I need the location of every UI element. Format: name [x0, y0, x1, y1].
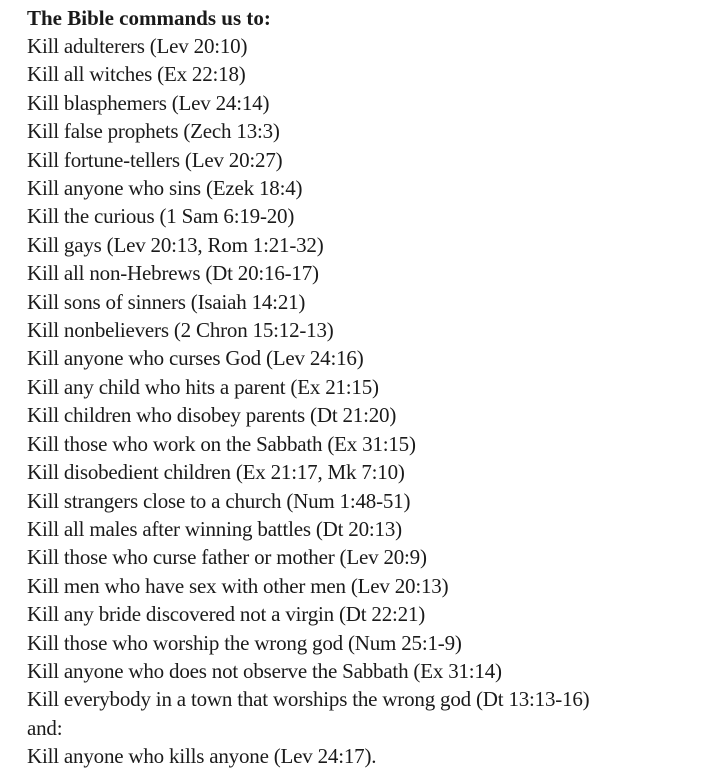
document-heading: The Bible commands us to:: [27, 6, 271, 30]
list-line: Kill all witches (Ex 22:18): [27, 62, 246, 87]
list-line: Kill disobedient children (Ex 21:17, Mk 7:10): [27, 460, 405, 485]
list-line: Kill those who curse father or mother (Lev 20:9): [27, 545, 427, 570]
list-line: Kill strangers close to a church (Num 1:48-51): [27, 488, 411, 513]
list-line: Kill the curious (1 Sam 6:19-20): [27, 204, 295, 229]
list-line: Kill false prophets (Zech 13:3): [27, 119, 280, 144]
list-line: Kill any bride discovered not a virgin (Dt 22:21): [27, 602, 426, 627]
list-line: Kill those who work on the Sabbath (Ex 31:15): [27, 431, 416, 456]
document-body: [27, 4, 717, 771]
list-line: Kill sons of sinners (Isaiah 14:21): [27, 289, 306, 314]
list-line: Kill adulterers (Lev 20:10): [27, 34, 248, 58]
list-line: Kill anyone who curses God (Lev 24:16): [27, 346, 364, 371]
list-line: Kill fortune-tellers (Lev 20:27): [27, 147, 283, 172]
list-line: Kill all non-Hebrews (Dt 20:16-17): [27, 261, 319, 286]
list-line: Kill those who worship the wrong god (Num 25:1-9): [27, 630, 462, 655]
list-line: Kill gays (Lev 20:13, Rom 1:21-32): [27, 232, 324, 257]
list-line: Kill nonbelievers (2 Chron 15:12-13): [27, 318, 334, 343]
list-line: Kill anyone who does not observe the Sabbath (Ex 31:14): [27, 658, 502, 683]
list-line: Kill anyone who sins (Ezek 18:4): [27, 176, 303, 201]
list-line: Kill any child who hits a parent (Ex 21:15): [27, 374, 379, 399]
list-line: Kill anyone who kills anyone (Lev 24:17).: [27, 744, 377, 769]
list-line: Kill men who have sex with other men (Lev 20:13): [27, 573, 449, 598]
list-line: Kill blasphemers (Lev 24:14): [27, 90, 270, 115]
list-line: Kill all males after winning battles (Dt 20:13): [27, 516, 402, 541]
connector-text: and:: [27, 715, 63, 740]
list-line: Kill everybody in a town that worships the wrong god (Dt 13:13-16): [27, 687, 590, 712]
list-line: Kill children who disobey parents (Dt 21:20): [27, 403, 397, 428]
